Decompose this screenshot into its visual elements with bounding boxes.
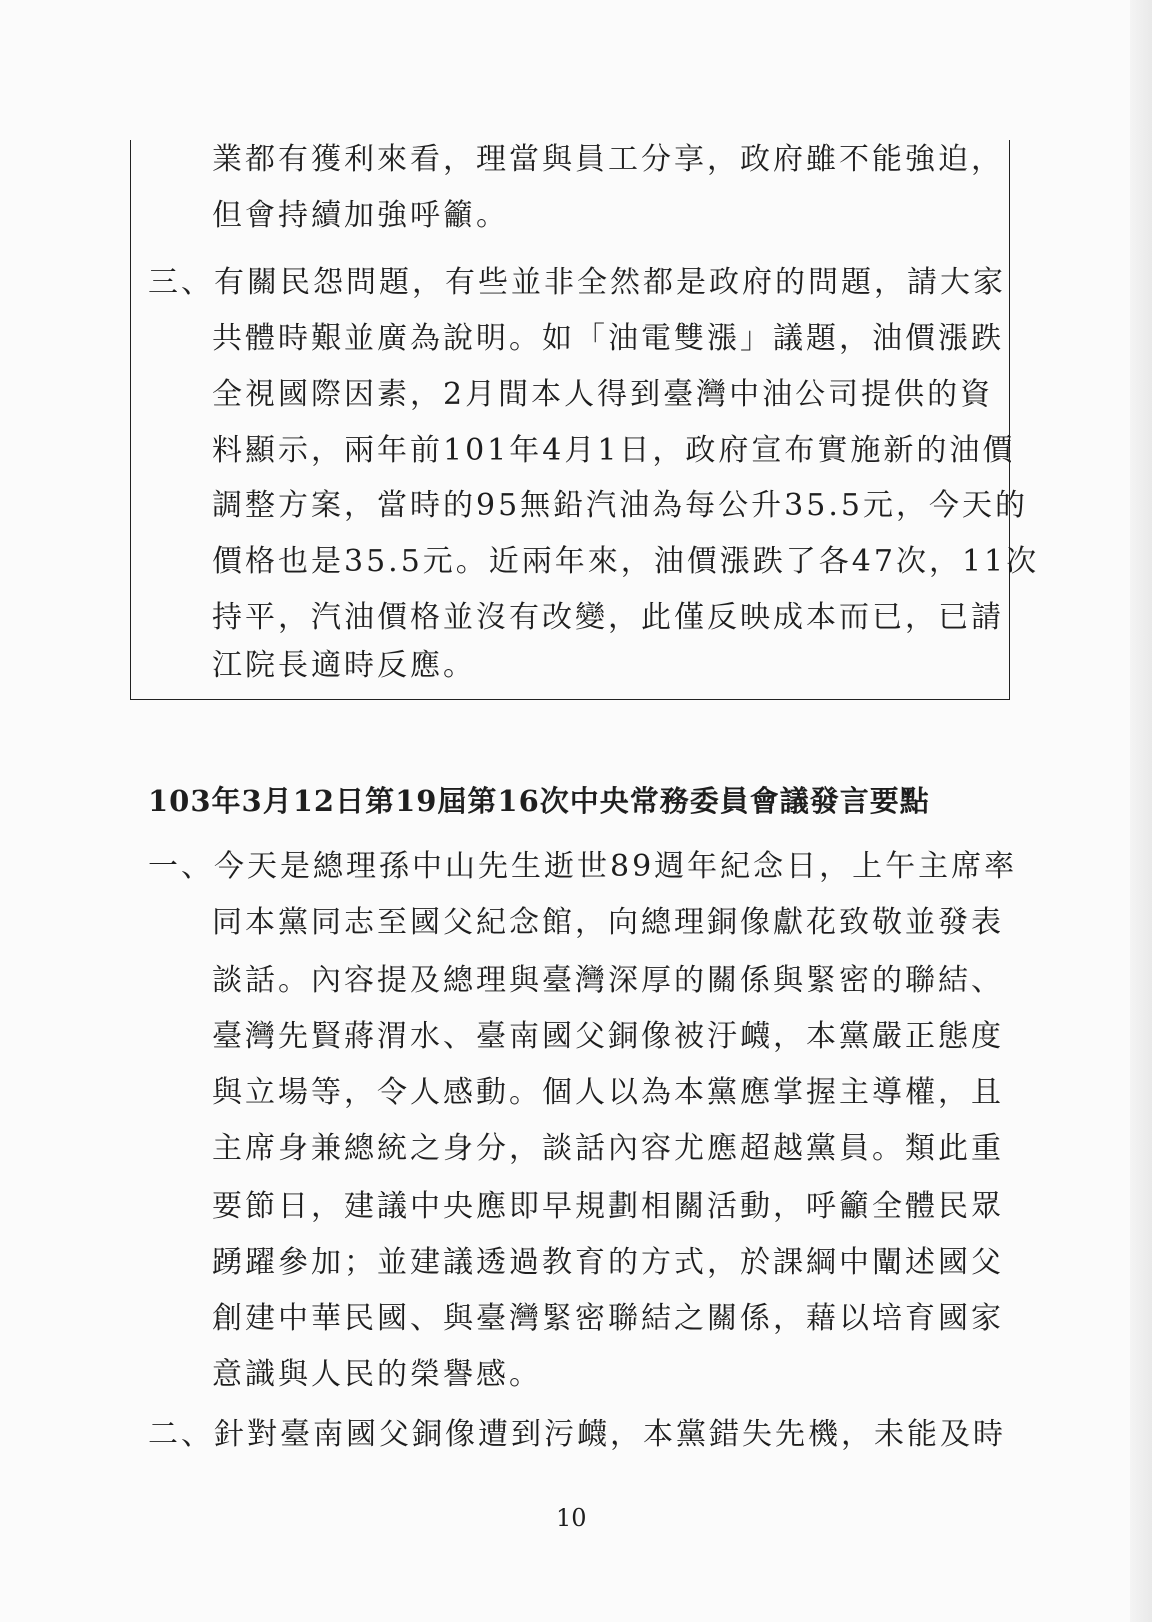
body-line-1: 一、今天是總理孫中山先生逝世89週年紀念日，上午主席率 [148, 849, 1018, 884]
body-line-10: 意識與人民的榮譽感。 [212, 1357, 542, 1392]
body-line-4: 臺灣先賢蔣渭水、臺南國父銅像被汙衊，本黨嚴正態度 [212, 1019, 1004, 1054]
box-line-10: 江院長適時反應。 [212, 648, 476, 683]
page-number: 10 [556, 1504, 587, 1532]
box-line-5: 全視國際因素，2月間本人得到臺灣中油公司提供的資 [212, 377, 994, 412]
box-line-8: 價格也是35.5元。近兩年來，油價漲跌了各47次，11次 [212, 544, 1040, 579]
body-line-9: 創建中華民國、與臺灣緊密聯結之關係，藉以培育國家 [212, 1301, 1004, 1336]
box-line-2: 但會持續加強呼籲。 [212, 198, 509, 233]
body-line-3: 談話。內容提及總理與臺灣深厚的關係與緊密的聯結、 [212, 963, 1004, 998]
body-line-8: 踴躍參加；並建議透過教育的方式，於課綱中闡述國父 [212, 1245, 1004, 1280]
box-line-4: 共體時艱並廣為說明。如「油電雙漲」議題，油價漲跌 [212, 321, 1004, 356]
body-line-6: 主席身兼總統之身分，談話內容尤應超越黨員。類此重 [212, 1131, 1004, 1166]
box-line-9: 持平，汽油價格並沒有改變，此僅反映成本而已，已請 [212, 600, 1004, 635]
body-line-2: 同本黨同志至國父紀念館，向總理銅像獻花致敬並發表 [212, 905, 1004, 940]
box-line-7: 調整方案，當時的95無鉛汽油為每公升35.5元，今天的 [212, 488, 1028, 523]
page-edge-shadow [1130, 0, 1152, 1622]
body-line-5: 與立場等，令人感動。個人以為本黨應掌握主導權，且 [212, 1075, 1004, 1110]
section-title: 103年3月12日第19屆第16次中央常務委員會議發言要點 [148, 784, 930, 818]
box-line-1: 業都有獲利來看，理當與員工分享，政府雖不能強迫， [212, 142, 1004, 177]
box-line-3: 三、有關民怨問題，有些並非全然都是政府的問題，請大家 [148, 265, 1006, 300]
box-line-6: 料顯示，兩年前101年4月1日，政府宣布實施新的油價 [212, 433, 1016, 468]
body-line-7: 要節日，建議中央應即早規劃相關活動，呼籲全體民眾 [212, 1189, 1004, 1224]
body-line-11: 二、針對臺南國父銅像遭到污衊，本黨錯失先機，未能及時 [148, 1417, 1006, 1452]
